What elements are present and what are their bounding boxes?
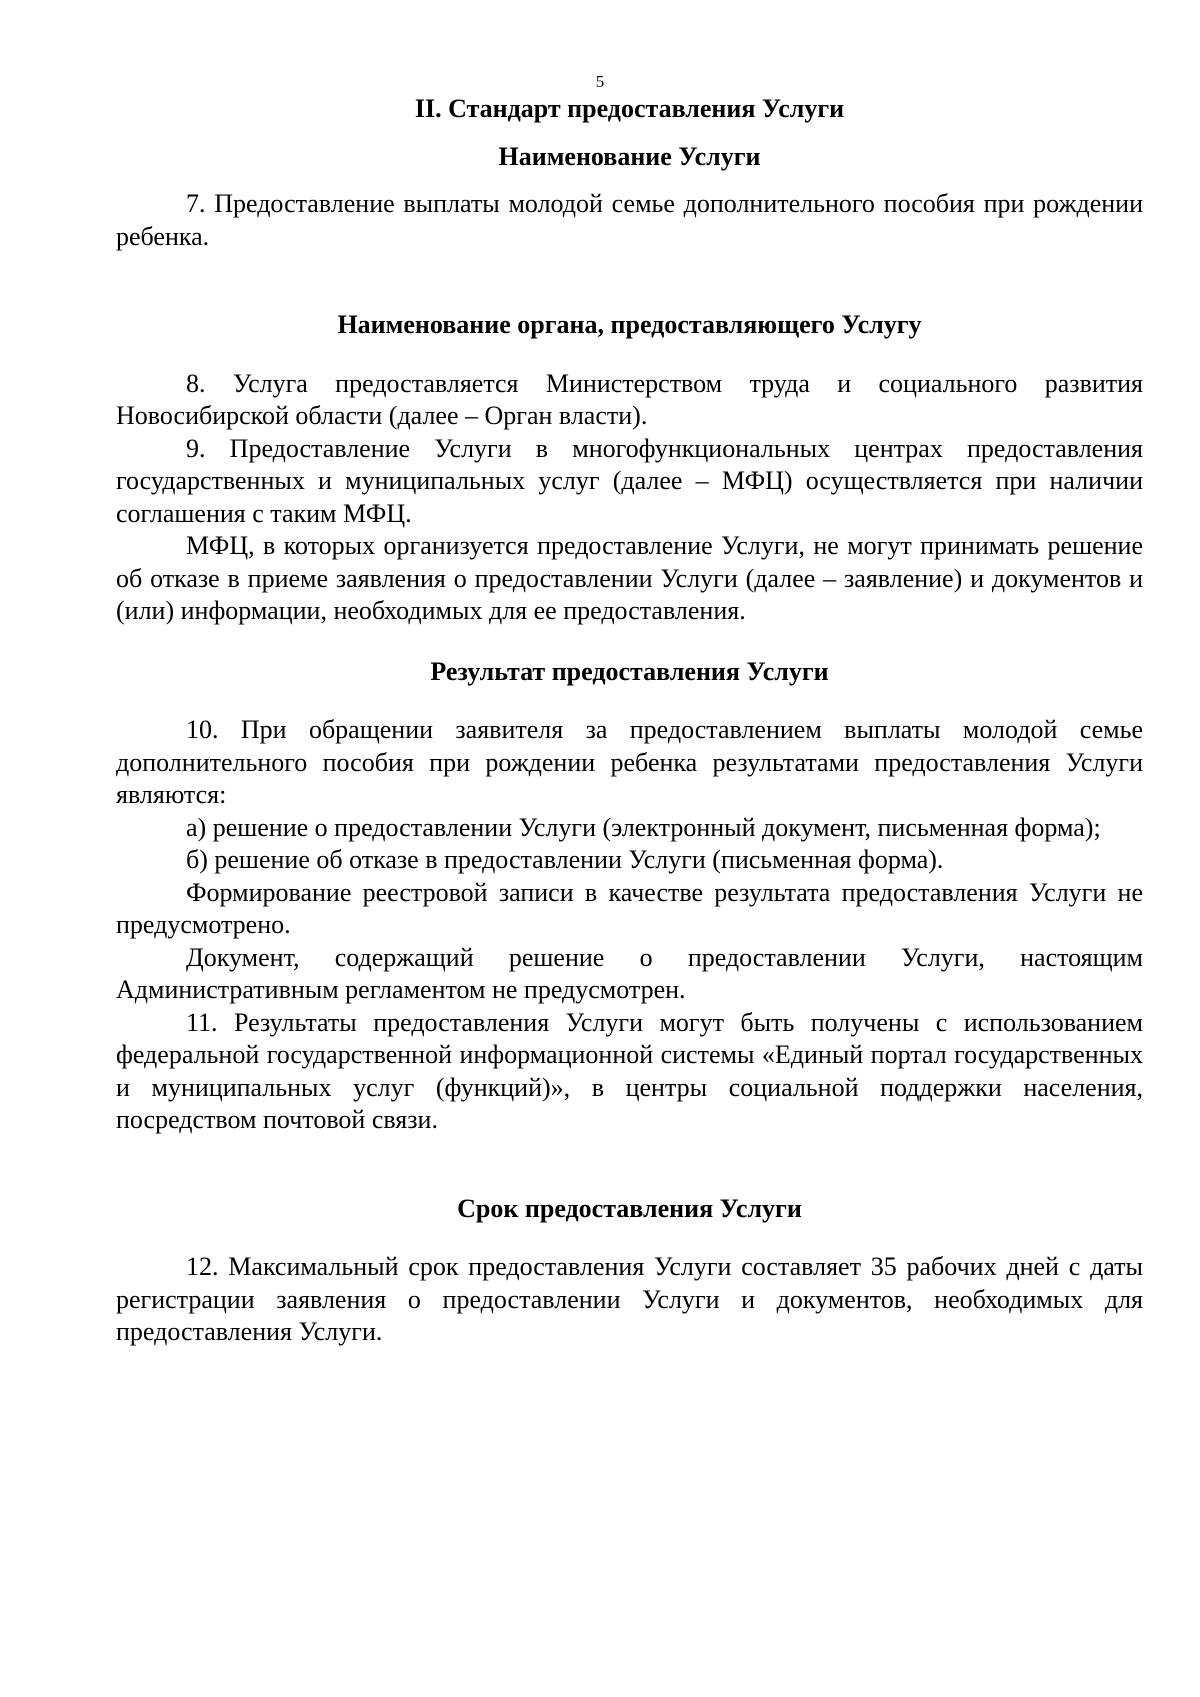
heading-authority: Наименование органа, предоставляющего Услугу xyxy=(337,310,922,339)
paragraph-11: 11. Результаты предоставления Услуги могут быть получены с использованием федеральной государственной информационной системы «Единый портал государственных и муниципальных услуг (функций)», в центры социальной поддержки населения, посредством почтовой связи. xyxy=(116,1007,1143,1134)
paragraph-9: 9. Предоставление Услуги в многофункциональных центрах предоставления государственных и муниципальных услуг (далее – МФЦ) осуществляется при наличии соглашения с таким МФЦ. xyxy=(116,433,1143,528)
page-content xyxy=(116,93,1143,1349)
paragraph-10b: б) решение об отказе в предоставлении Услуги (письменная форма). xyxy=(186,845,944,874)
paragraph-10: 10. При обращении заявителя за предоставлением выплаты молодой семье дополнительного пособия при рождении ребенка результатами предоставления Услуги являются: xyxy=(116,715,1143,809)
heading-term: Срок предоставления Услуги xyxy=(457,1193,802,1223)
heading-result: Результат предоставления Услуги xyxy=(430,656,829,686)
paragraph-8: 8. Услуга предоставляется Министерством труда и социального развития Новосибирской области (далее – Орган власти). xyxy=(116,368,1143,430)
paragraph-registry: Формирование реестровой записи в качестве результата предоставления Услуги не предусмотрено. xyxy=(116,877,1143,939)
section-title: II. Стандарт предоставления Услуги xyxy=(414,94,845,123)
page-number: 5 xyxy=(595,72,605,91)
heading-service-name: Наименование Услуги xyxy=(498,141,761,171)
paragraph-mfc: МФЦ, в которых организуется предоставление Услуги, не могут принимать решение об отказе в приеме заявления о предоставлении Услуги (далее – заявление) и документов и (или) информации, необходимых для ее предоставления. xyxy=(116,531,1143,625)
paragraph-7: 7. Предоставление выплаты молодой семье дополнительного пособия при рождении ребенка. xyxy=(116,189,1143,251)
paragraph-12: 12. Максимальный срок предоставления Услуги составляет 35 рабочих дней с даты регистрации заявления о предоставлении Услуги и документов, необходимых для предоставления Услуги. xyxy=(116,1252,1143,1346)
paragraph-10a: а) решение о предоставлении Услуги (электронный документ, письменная форма); xyxy=(186,812,1101,842)
paragraph-document: Документ, содержащий решение о предоставлении Услуги, настоящим Административным регламентом не предусмотрен. xyxy=(116,942,1143,1004)
